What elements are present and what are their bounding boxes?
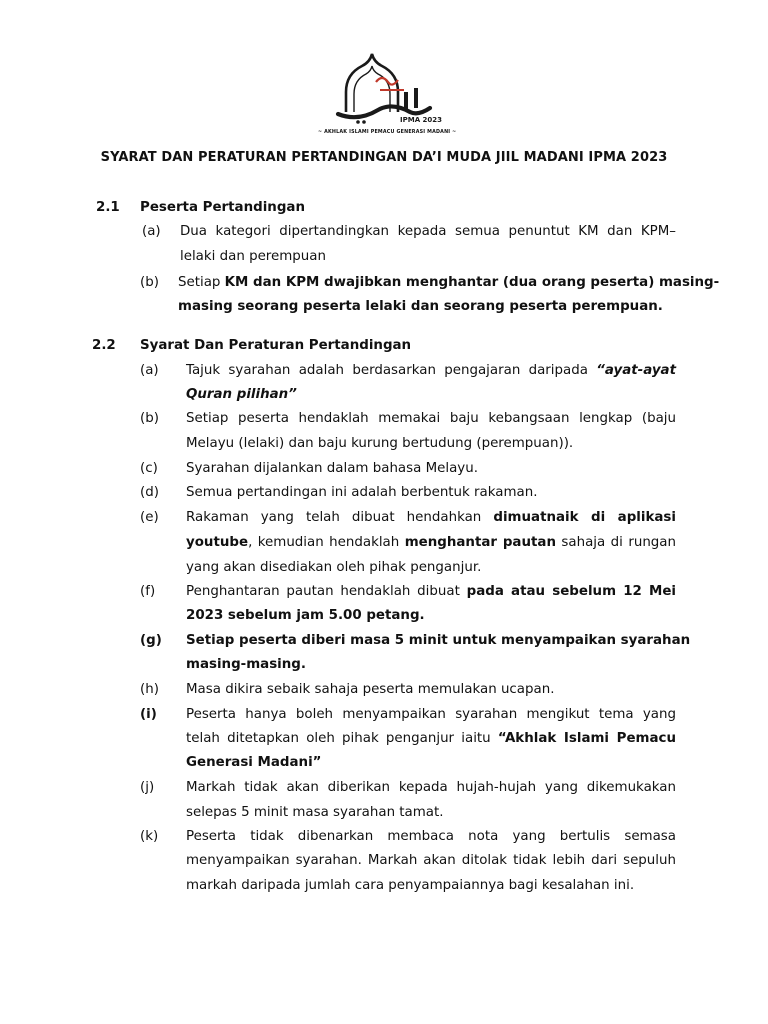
item-2-2-j-text-line2: selepas 5 minit masa syarahan tamat.	[186, 805, 444, 820]
item-2-2-e-text-line1	[186, 510, 676, 526]
item-2-2-k-text-line2: menyampaikan syarahan. Markah akan ditolak tidak lebih dari sepuluh	[186, 853, 676, 868]
item-2-2-d-text: Semua pertandingan ini adalah berbentuk rakaman.	[186, 485, 538, 500]
logo-mark	[318, 52, 450, 130]
item-2-2-g-text-line1: Setiap peserta diberi masa 5 minit untuk menyampaikan syarahan	[186, 633, 691, 648]
item-2-2-e-post: sahaja di rungan	[555, 535, 677, 550]
item-2-2-e-mid: , kemudian hendaklah	[248, 535, 405, 550]
item-2-2-g-text-line2: masing-masing.	[186, 657, 306, 672]
item-2-2-k-text-line1: Peserta tidak dibenarkan membaca nota yang bertulis semasa	[186, 829, 676, 844]
item-2-2-b-text-line1: Setiap peserta hendaklah memakai baju kebangsaan lengkap (baju	[186, 411, 676, 426]
item-2-2-j-label: (j)	[140, 780, 155, 795]
item-2-2-a-text-line2: Quran pilihan”	[186, 387, 297, 402]
item-2-2-k-label: (k)	[140, 829, 159, 844]
item-2-2-h-text: Masa dikira sebaik sahaja peserta memulakan ucapan.	[186, 682, 555, 697]
item-2-2-d-label: (d)	[140, 485, 159, 500]
item-2-2-j-text-line1: Markah tidak akan diberikan kepada hujah-hujah yang dikemukakan	[186, 780, 676, 795]
item-2-2-i-label: (i)	[140, 707, 157, 722]
item-2-2-e-pre: Rakaman yang telah dibuat hendahkan	[186, 510, 494, 525]
item-2-2-i-text-line1: Peserta hanya boleh menyampaikan syarahan mengikut tema yang	[186, 707, 676, 722]
section-2-1-number: 2.1	[96, 200, 120, 215]
item-2-2-f-text-line1	[186, 584, 676, 600]
logo-tagline: ~ AKHLAK ISLAMI PEMACU GENERASI MADANI ~	[318, 130, 457, 135]
item-2-2-a-label: (a)	[140, 363, 159, 378]
item-2-1-a-text-line1: Dua kategori dipertandingkan kepada semua penuntut KM dan KPM–	[180, 224, 676, 239]
item-2-1-b-bold: KM dan KPM dwajibkan menghantar (dua orang peserta) masing-	[224, 275, 720, 290]
item-2-2-c-text: Syarahan dijalankan dalam bahasa Melayu.	[186, 461, 478, 476]
item-2-2-k-text-line3: markah daripada jumlah cara penyampaiannya bagi kesalahan ini.	[186, 878, 635, 893]
item-2-1-b-text-line1	[178, 275, 720, 291]
item-2-2-f-bold: pada atau sebelum 12 Mei	[466, 584, 676, 599]
section-2-1-heading: Peserta Pertandingan	[140, 200, 305, 215]
item-2-2-e-bold: dimuatnaik di aplikasi	[493, 510, 676, 525]
item-2-2-e-pautan: menghantar pautan	[404, 535, 556, 550]
item-2-2-h-label: (h)	[140, 682, 159, 697]
item-2-2-a-bold: “ayat-ayat	[596, 363, 676, 378]
item-2-1-b-text-line2: masing seorang peserta lelaki dan seorang peserta perempuan.	[178, 299, 663, 314]
item-2-1-a-text-line2: lelaki dan perempuan	[180, 249, 326, 264]
section-2-2-heading: Syarat Dan Peraturan Pertandingan	[140, 338, 412, 353]
item-2-2-i-bold: “Akhlak Islami Pemacu	[497, 731, 676, 746]
item-2-2-f-text-line2: 2023 sebelum jam 5.00 petang.	[186, 608, 425, 623]
logo-calligraphy: الجيل المدني	[384, 102, 390, 103]
item-2-2-i-pre: telah ditetapkan oleh pihak penganjur iaitu	[186, 731, 498, 746]
item-2-2-c-label: (c)	[140, 461, 158, 476]
item-2-2-e-text-line2	[186, 535, 676, 551]
item-2-2-e-label: (e)	[140, 510, 159, 525]
item-2-2-i-text-line2	[186, 731, 676, 747]
item-2-2-f-label: (f)	[140, 584, 156, 599]
event-logo	[318, 52, 457, 140]
item-2-2-b-label: (b)	[140, 411, 159, 426]
logo-year: IPMA 2023	[400, 116, 443, 124]
item-2-2-f-pre: Penghantaran pautan hendaklah dibuat	[186, 584, 467, 599]
document-title: SYARAT DAN PERATURAN PERTANDINGAN DA’I MUDA JIIL MADANI IPMA 2023	[100, 150, 668, 165]
item-2-2-a-text-line1	[186, 363, 676, 379]
item-2-1-b-label: (b)	[140, 275, 159, 290]
item-2-2-b-text-line2: Melayu (lelaki) dan baju kurung bertudung (perempuan)).	[186, 436, 574, 451]
item-2-1-a-label: (a)	[142, 224, 161, 239]
item-2-2-e-youtube: youtube	[186, 535, 249, 550]
item-2-2-e-text-line3: yang akan disediakan oleh pihak penganjur.	[186, 560, 482, 575]
section-2-2-number: 2.2	[92, 338, 116, 353]
item-2-2-i-text-line3: Generasi Madani”	[186, 755, 322, 770]
item-2-2-a-pre: Tajuk syarahan adalah berdasarkan pengajaran daripada	[186, 363, 597, 378]
item-2-1-b-pre: Setiap	[178, 275, 225, 290]
item-2-2-g-label: (g)	[140, 633, 162, 648]
